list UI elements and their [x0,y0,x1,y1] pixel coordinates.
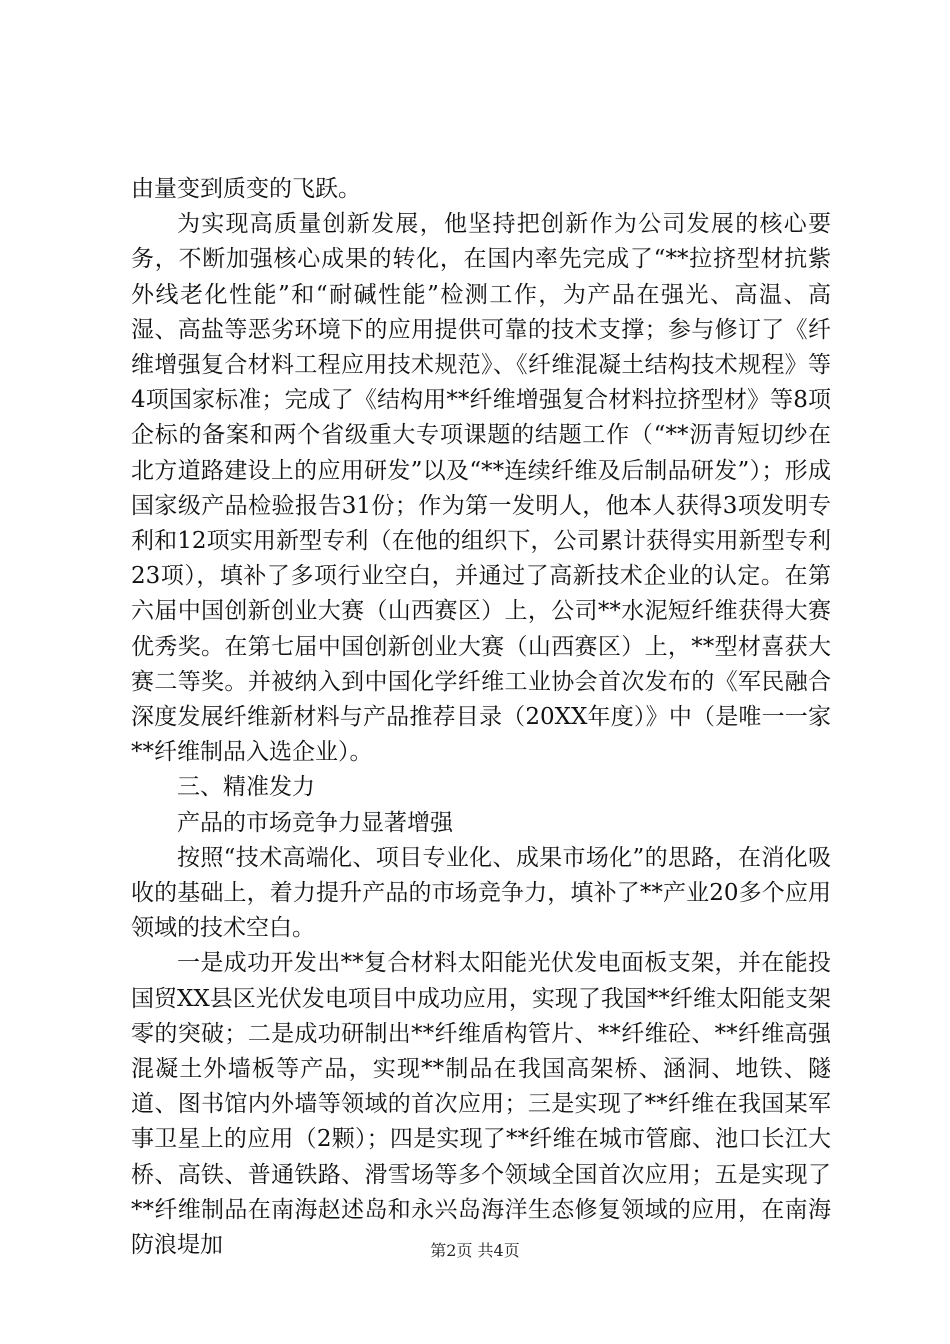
paragraph-approach: 按照“技术高端化、项目专业化、成果市场化”的思路，在消化吸收的基础上，着力提升产品的市场竞争力，填补了**产业20多个应用领域的技术空白。 [131,844,831,942]
paragraph-continuation: 由量变到质变的飞跃。 [131,176,361,202]
section-subheading: 产品的市场竞争力显著增强 [177,809,453,836]
page-footer: 第2页 共4页 [430,1241,520,1260]
paragraph-achievements: 一是成功开发出**复合材料太阳能光伏发电面板支架，并在能投国贸XX县区光伏发电项目中成功应用，实现了我国**纤维太阳能支架零的突破；二是成功研制出**纤维盾构管片、**纤维砼、**纤维高强混凝土外墙板等产品，实现**制品在我国高架桥、涵洞、地铁、隧道、图书馆内外墙等领域的首次应用；三是实现了**纤维在我国某军事卫星上的应用（2颗）；四是实现了**纤维在城市管廊、池口长江大桥、高铁、普通铁路、滑雪场等多个领域全国首次应用；五是实现了**纤维制品在南海赵述岛和永兴岛海洋生态修复领域的应用，在南海防浪堤加 [131,950,831,1259]
document-body [131,172,831,1263]
section-heading: 三、精准发力 [177,774,315,801]
paragraph-innovation: 为实现高质量创新发展，他坚持把创新作为公司发展的核心要务，不断加强核心成果的转化，在国内率先完成了“**拉挤型材抗紫外线老化性能”和“耐碱性能”检测工作，为产品在强光、高温、高湿、高盐等恶劣环境下的应用提供可靠的技术支撑；参与修订了《纤维增强复合材料工程应用技术规范》、《纤维混凝土结构技术规程》等4项国家标准；完成了《结构用**纤维增强复合材料拉挤型材》等8项企标的备案和两个省级重大专项课题的结题工作（“**沥青短切纱在北方道路建设上的应用研发”以及“**连续纤维及后制品研发”）；形成国家级产品检验报告31份；作为第一发明人，他本人获得3项发明专利和12项实用新型专利（在他的组织下，公司累计获得实用新型专利23项），填补了多项行业空白，并通过了高新技术企业的认定。在第六届中国创新创业大赛（山西赛区）上，公司**水泥短纤维获得大赛优秀奖。在第七届中国创新创业大赛（山西赛区）上，**型材喜获大赛二等奖。并被纳入到中国化学纤维工业协会首次发布的《军民融合深度发展纤维新材料与产品推荐目录（20XX年度）》中（是唯一一家**纤维制品入选企业）。 [131,211,831,766]
